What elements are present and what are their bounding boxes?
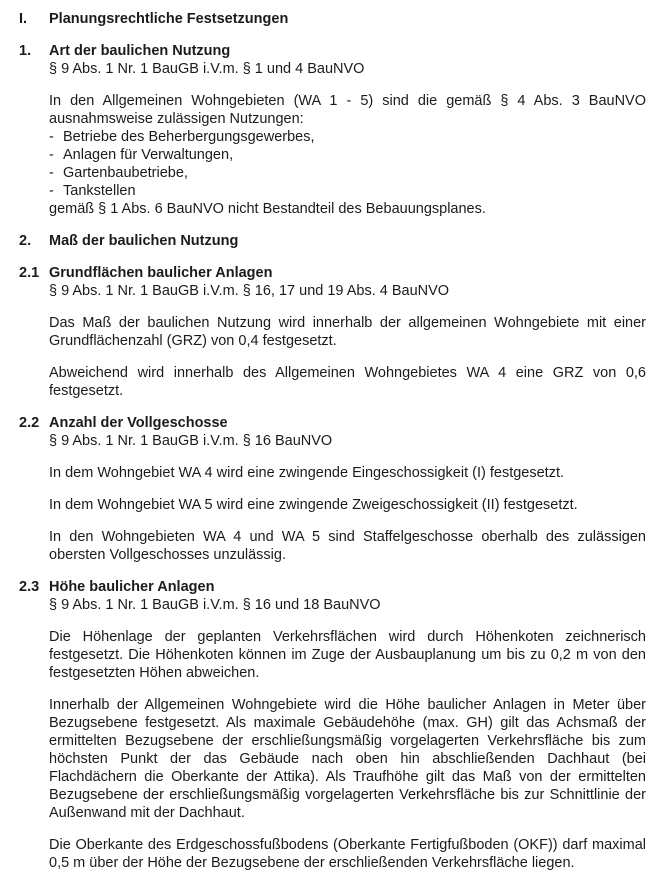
paragraph: Das Maß der baulichen Nutzung wird innerhalb der allgemeinen Wohngebiete mit einer Grundflächenzahl (GRZ) von 0,4 festgesetzt.: [49, 315, 646, 349]
dash-bullet: -: [49, 147, 54, 163]
list-item: [49, 146, 646, 164]
section-title: Grundflächen baulicher Anlagen: [49, 265, 273, 281]
section-title: Maß der baulichen Nutzung: [49, 233, 239, 249]
section-2-heading-row: [19, 232, 646, 250]
section-2-2-heading-row: [19, 414, 646, 450]
paragraph: Die Höhenlage der geplanten Verkehrsflächen wird durch Höhenkoten zeichnerisch festgesetzt. Die Höhenkoten können im Zuge der Ausbauplanung um bis zu 0,2 m von den festgesetzten Höhen abweichen.: [49, 629, 646, 681]
legal-basis: § 9 Abs. 1 Nr. 1 BauGB i.V.m. § 16 BauNVO: [49, 433, 333, 449]
list-item: [49, 182, 646, 200]
section-2-2-paragraph: [19, 496, 646, 514]
legal-basis: § 9 Abs. 1 Nr. 1 BauGB i.V.m. § 16 und 18 BauNVO: [49, 597, 381, 613]
section-2-1-paragraph: [19, 314, 646, 350]
list-item: [49, 164, 646, 182]
paragraph: In dem Wohngebiet WA 4 wird eine zwingende Eingeschossigkeit (I) festgesetzt.: [49, 465, 565, 481]
paragraph: gemäß § 1 Abs. 6 BauNVO nicht Bestandteil des Bebauungsplanes.: [49, 201, 486, 217]
section-title: Höhe baulicher Anlagen: [49, 579, 215, 595]
section-number: 2.2: [19, 415, 40, 431]
paragraph: Abweichend wird innerhalb des Allgemeinen Wohngebietes WA 4 eine GRZ von 0,6 festgesetzt.: [49, 365, 646, 399]
paragraph: Innerhalb der Allgemeinen Wohngebiete wird die Höhe baulicher Anlagen in Meter über Bezugsebene festgesetzt. Als maximale Gebäudehöhe (max. GH) gilt das Achsmaß der ermittelten Bezugsebene der erschließungsmäßig vorgelagerten Verkehrsfläche bis zum höchsten Punkt der das Gebäude nach oben hin abschließenden Dachhaut (bei Flachdächern die Oberkante der Attika). Als Traufhöhe gilt das Maß von der ermittelten Bezugsebene der erschließungsmäßig vorgelagerten Verkehrsfläche bis zur Schnittlinie der Außenwand mit der Dachhaut.: [49, 697, 646, 821]
section-number: 2.3: [19, 579, 40, 595]
section-1-body: [19, 92, 646, 218]
legal-basis: § 9 Abs. 1 Nr. 1 BauGB i.V.m. § 1 und 4 BauNVO: [49, 61, 365, 77]
section-title: Anzahl der Vollgeschosse: [49, 415, 228, 431]
section-2-2-paragraph: [19, 528, 646, 564]
part-number: I.: [19, 11, 28, 27]
dash-bullet: -: [49, 183, 54, 199]
section-number: 1.: [19, 43, 32, 59]
list-item-text: Betriebe des Beherbergungsgewerbes,: [63, 129, 315, 145]
section-2-3-paragraph: [19, 628, 646, 682]
list-item-text: Tankstellen: [63, 183, 136, 199]
paragraph: In den Wohngebieten WA 4 und WA 5 sind Staffelgeschosse oberhalb des zulässigen obersten Vollgeschosses unzulässig.: [49, 529, 646, 563]
part-title: Planungsrechtliche Festsetzungen: [49, 11, 289, 27]
section-2-1-heading-row: [19, 264, 646, 300]
section-2-2-paragraph: [19, 464, 646, 482]
paragraph: Die Oberkante des Erdgeschossfußbodens (Oberkante Fertigfußboden (OKF)) darf maximal 0,5 m über der Höhe der Bezugsebene der erschließenden Verkehrsfläche liegen.: [49, 837, 646, 871]
section-2-3-paragraph: [19, 696, 646, 822]
section-number: 2.1: [19, 265, 40, 281]
paragraph: In dem Wohngebiet WA 5 wird eine zwingende Zweigeschossigkeit (II) festgesetzt.: [49, 497, 578, 513]
section-title: Art der baulichen Nutzung: [49, 43, 231, 59]
section-2-3-heading-row: [19, 578, 646, 614]
section-1-heading-row: [19, 42, 646, 78]
section-2-1-paragraph: [19, 364, 646, 400]
list-item-text: Anlagen für Verwaltungen,: [63, 147, 234, 163]
list-item-text: Gartenbaubetriebe,: [63, 165, 188, 181]
dash-bullet: -: [49, 129, 54, 145]
list-item: [49, 128, 646, 146]
paragraph: In den Allgemeinen Wohngebieten (WA 1 - 5) sind die gemäß § 4 Abs. 3 BauNVO ausnahmsweise zulässigen Nutzungen:: [49, 93, 646, 127]
section-number: 2.: [19, 233, 32, 249]
part-1-heading-row: [19, 10, 646, 28]
legal-basis: § 9 Abs. 1 Nr. 1 BauGB i.V.m. § 16, 17 und 19 Abs. 4 BauNVO: [49, 283, 450, 299]
dash-bullet: -: [49, 165, 54, 181]
section-2-3-paragraph: [19, 836, 646, 872]
